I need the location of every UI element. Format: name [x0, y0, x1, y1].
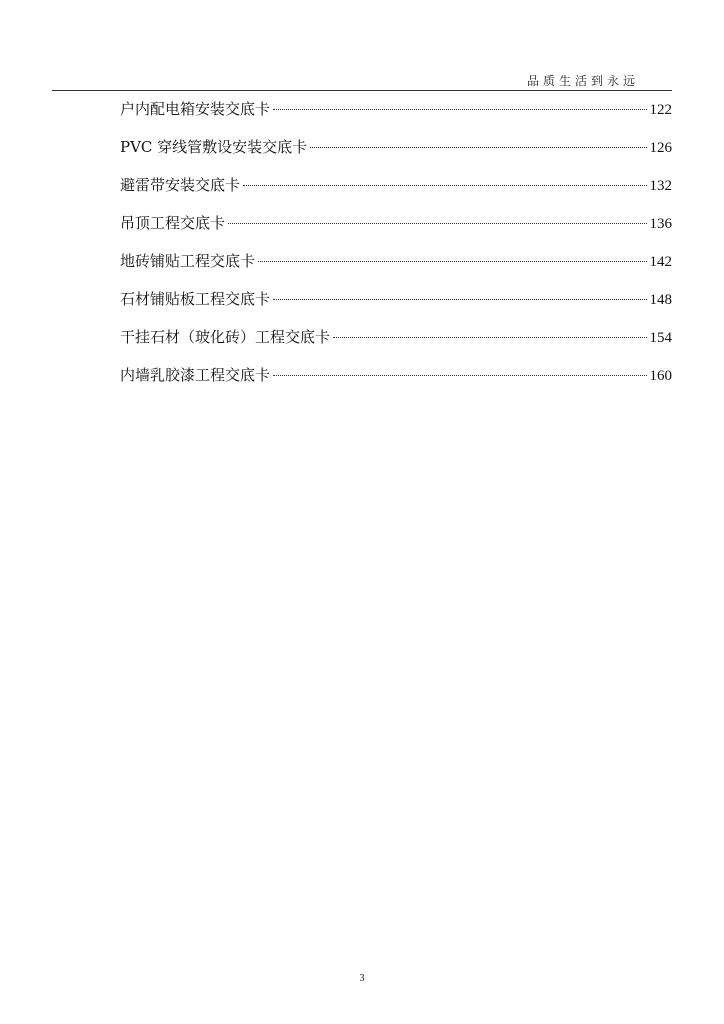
dot-leader [273, 375, 646, 376]
dot-leader [310, 147, 646, 148]
dot-leader [258, 261, 646, 262]
page-header: 品质生活到永远 [526, 74, 639, 88]
toc-entry-page: 122 [649, 102, 672, 118]
toc-entry-title: 户内配电箱安装交底卡 [120, 100, 271, 118]
page-number: 3 [359, 973, 365, 984]
toc-entry[interactable] [120, 173, 672, 211]
toc-entry-page: 148 [649, 292, 672, 308]
header-rule [52, 90, 672, 91]
toc-entry-title: 吊顶工程交底卡 [120, 214, 226, 232]
table-of-contents [120, 97, 672, 401]
dot-leader [228, 223, 646, 224]
toc-entry-title: 地砖铺贴工程交底卡 [120, 252, 256, 270]
toc-entry[interactable] [120, 97, 672, 135]
dot-leader [273, 109, 646, 110]
toc-entry-title: PVC 穿线管敷设安装交底卡 [120, 138, 308, 156]
dot-leader [243, 185, 646, 186]
toc-entry[interactable] [120, 249, 672, 287]
toc-entry[interactable] [120, 135, 672, 173]
toc-entry-page: 126 [649, 140, 672, 156]
toc-entry-title: 石材铺贴板工程交底卡 [120, 290, 271, 308]
toc-entry-page: 154 [649, 330, 672, 346]
dot-leader [273, 299, 646, 300]
toc-entry[interactable] [120, 211, 672, 249]
toc-entry-title: 干挂石材（玻化砖）工程交底卡 [120, 328, 331, 346]
dot-leader [333, 337, 646, 338]
toc-entry-page: 142 [649, 254, 672, 270]
toc-entry-title: 内墙乳胶漆工程交底卡 [120, 366, 271, 384]
toc-entry-page: 132 [649, 178, 672, 194]
toc-entry-page: 136 [649, 216, 672, 232]
toc-entry-title: 避雷带安装交底卡 [120, 176, 241, 194]
toc-entry[interactable] [120, 325, 672, 363]
toc-entry[interactable] [120, 287, 672, 325]
toc-entry-page: 160 [649, 368, 672, 384]
toc-entry[interactable] [120, 363, 672, 401]
